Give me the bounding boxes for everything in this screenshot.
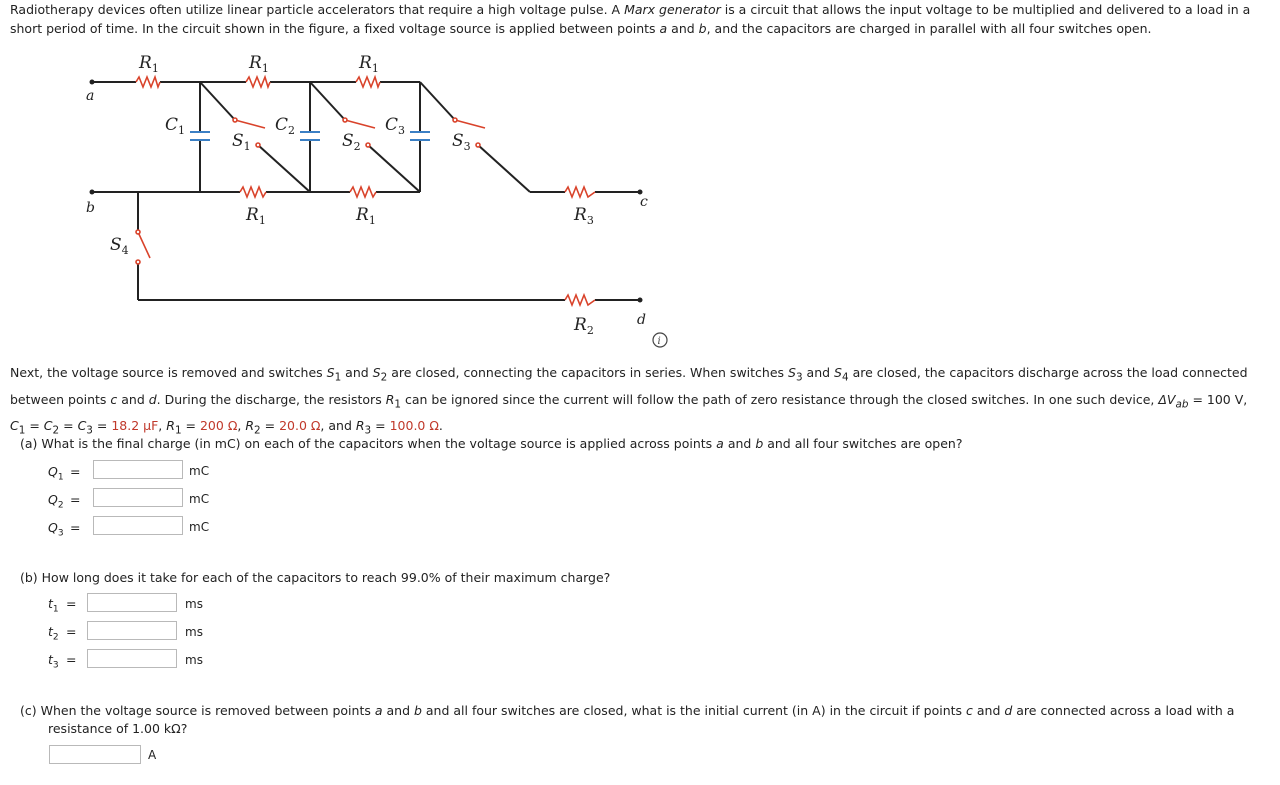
part-c-text-3: are connected across a load with a	[1012, 703, 1235, 718]
part-c-text-1: (c) When the voltage source is removed between points	[20, 703, 375, 718]
intro-b: b	[698, 21, 707, 36]
next-eq-1: =	[25, 418, 44, 433]
s2-label: $S_2$	[342, 131, 361, 153]
next-and-2: and	[802, 365, 835, 380]
info-icon-glyph: i	[657, 336, 661, 347]
intro-text-3: , and the capacitors are charged in parallel with all four switches open.	[706, 21, 1152, 36]
t3-unit: ms	[185, 653, 203, 667]
next-text-1: Next, the voltage source is removed and switches	[10, 365, 327, 380]
part-a-and: and	[723, 436, 756, 451]
next-text-5: can be ignored since the current will follow the path of zero resistance through the closed switches. In one such device,	[401, 391, 1159, 407]
part-a-question	[20, 436, 962, 451]
next-s2-sub: 2	[380, 371, 388, 384]
next-text-6: = 100 V,	[1188, 391, 1248, 407]
next-c-b: C	[43, 418, 53, 433]
q2-label: $Q_2$	[48, 492, 64, 511]
next-comma-1: ,	[158, 418, 167, 433]
next-delta-v: ΔV	[1158, 391, 1176, 407]
next-r1-sub: 1	[394, 398, 401, 410]
q1-input[interactable]	[93, 460, 183, 479]
r1-label-3: $R_1$	[359, 53, 379, 75]
r1-label-4: $R_1$	[246, 205, 266, 227]
s1-label: $S_1$	[232, 131, 251, 153]
next-c1-sub: 1	[18, 424, 26, 437]
next-and-3: and	[117, 391, 149, 407]
next-r-a: R	[166, 418, 175, 433]
info-icon[interactable]	[653, 333, 667, 347]
c2-label: $C_2$	[275, 115, 296, 137]
next-ab-sub: ab	[1175, 398, 1189, 410]
capacitance-value: 18.2 µF	[111, 418, 159, 433]
t2-input[interactable]	[87, 621, 177, 640]
r2-value: 20.0 Ω	[279, 418, 321, 433]
q1-label: $Q_1$	[48, 464, 64, 483]
next-eq-4: =	[181, 418, 200, 433]
r1-label-2: $R_1$	[249, 53, 269, 75]
t2-label: $t_2$	[48, 624, 59, 643]
intro-a: a	[659, 21, 668, 36]
q3-unit: mC	[189, 520, 210, 534]
next-r-c: R	[355, 418, 365, 433]
t3-equals: =	[66, 652, 77, 667]
part-c-d: d	[1004, 703, 1013, 718]
next-text-4: . During the discharge, the resistors	[156, 391, 386, 407]
s3-label: $S_3$	[452, 131, 471, 153]
next-eq-3: =	[92, 418, 112, 433]
next-s-c: S	[788, 365, 796, 380]
next-r-b: R	[245, 418, 255, 433]
next-r: R	[385, 391, 395, 407]
next-s4-sub: 4	[841, 371, 849, 384]
part-a-text-2: and all four switches are open?	[763, 436, 963, 451]
r1-label-5: $R_1$	[356, 205, 376, 227]
t3-label: $t_3$	[48, 652, 59, 671]
next-s-a: S	[326, 365, 335, 380]
part-c-and: and	[382, 703, 414, 718]
next-d: d	[148, 391, 157, 407]
part-c-b: b	[413, 703, 422, 718]
intro-and: and	[667, 21, 699, 36]
next-s-d: S	[834, 365, 842, 380]
part-a-text-1: (a) What is the final charge (in mC) on each of the capacitors when the voltage source is applied across points	[20, 436, 717, 451]
r3-value: 100.0 Ω	[389, 418, 439, 433]
part-c-a: a	[374, 703, 383, 718]
next-r3-sub: 3	[364, 424, 372, 437]
next-r2-sub: 2	[254, 424, 261, 437]
next-comma-2: ,	[237, 418, 246, 433]
q2-equals: =	[70, 492, 81, 507]
intro-text-2: is a circuit that allows the input voltage to be multiplied and delivered to a load in a short period of time. In the circuit shown in the figure, a fixed voltage source is applied between points	[10, 2, 1251, 36]
s4-label: $S_4$	[110, 235, 129, 257]
t1-unit: ms	[185, 597, 203, 611]
next-eq-6: =	[371, 418, 390, 433]
r2-label: $R_2$	[574, 315, 594, 337]
next-text-3: are closed, the capacitors discharge across the load connected between points	[10, 365, 1248, 407]
node-d-label: d	[637, 312, 646, 328]
intro-text: Radiotherapy devices often utilize linear particle accelerators that require a high voltage pulse. A	[10, 2, 625, 17]
next-eq-5: =	[260, 418, 280, 433]
node-b-label: b	[86, 200, 95, 216]
node-c-label: c	[640, 194, 648, 210]
next-text-2: are closed, connecting the capacitors in series. When switches	[387, 365, 789, 380]
t1-equals: =	[66, 596, 77, 611]
c1-label: $C_1$	[165, 115, 186, 137]
next-s3-sub: 3	[795, 371, 803, 384]
intro-term: Marx generator	[624, 2, 721, 17]
next-c-a: C	[10, 418, 19, 433]
q3-label: $Q_3$	[48, 520, 64, 539]
r3-label: $R_3$	[574, 205, 594, 227]
next-c-c: C	[77, 418, 87, 433]
q2-input[interactable]	[93, 488, 183, 507]
current-unit: A	[148, 748, 157, 762]
t1-label: $t_1$	[48, 596, 59, 615]
next-r1b-sub: 1	[174, 424, 182, 437]
next-c2-sub: 2	[52, 424, 60, 437]
r1-label-1: $R_1$	[139, 53, 159, 75]
next-c3-sub: 3	[86, 424, 93, 437]
t1-input[interactable]	[87, 593, 177, 612]
t3-input[interactable]	[87, 649, 177, 668]
part-c-question	[20, 702, 1265, 738]
next-s-b: S	[372, 365, 381, 380]
r1-value: 200 Ω	[199, 418, 238, 433]
part-c-c: c	[966, 703, 973, 718]
next-s1-sub: 1	[334, 371, 342, 384]
part-c-and-2: and	[972, 703, 1005, 718]
next-c: c	[110, 391, 118, 407]
part-a-b: b	[755, 436, 764, 451]
part-a-a: a	[716, 436, 724, 451]
node-a-label: a	[86, 88, 95, 104]
q3-equals: =	[70, 520, 81, 535]
current-input[interactable]	[49, 745, 141, 764]
part-c-text-4: resistance of 1.00 kΩ?	[48, 721, 188, 736]
next-paragraph	[10, 362, 1272, 442]
t2-equals: =	[66, 624, 77, 639]
intro-paragraph	[10, 0, 1272, 38]
next-period: .	[438, 418, 443, 433]
part-c-text-2: and all four switches are closed, what is the initial current (in A) in the circuit if points	[421, 703, 967, 718]
t2-unit: ms	[185, 625, 203, 639]
next-eq-2: =	[59, 418, 78, 433]
next-and-r3: , and	[320, 418, 356, 433]
c3-label: $C_3$	[385, 115, 406, 137]
q1-equals: =	[70, 464, 81, 479]
q3-input[interactable]	[93, 516, 183, 535]
next-and-1: and	[341, 365, 373, 380]
part-b-question: (b) How long does it take for each of the capacitors to reach 99.0% of their maximum charge?	[20, 570, 611, 585]
q1-unit: mC	[189, 464, 210, 478]
circuit-diagram	[0, 40, 700, 350]
q2-unit: mC	[189, 492, 210, 506]
